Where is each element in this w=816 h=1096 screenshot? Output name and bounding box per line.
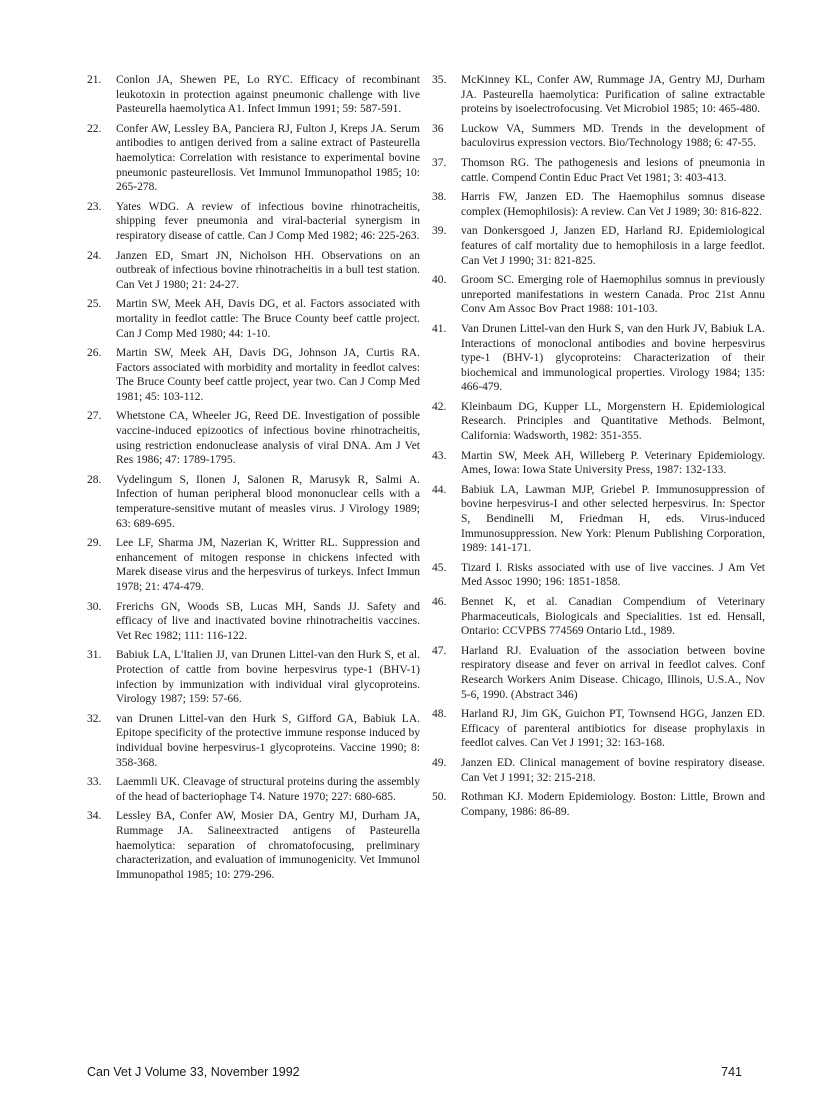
reference-number: 39.: [432, 225, 447, 238]
reference-number: 40.: [432, 274, 447, 287]
reference-number: 44.: [432, 483, 447, 496]
reference-text: Tizard I. Risks associated with use of live vaccines. J Am Vet Med Assoc 1990; 196: 1851-1858.: [461, 561, 765, 589]
reference-text: Rothman KJ. Modern Epidemiology. Boston: Little, Brown and Company, 1986: 86-89.: [461, 791, 765, 818]
reference-text: Bennet K, et al. Canadian Compendium of Veterinary Pharmaceuticals, Biologicals and Specialities. 1st ed. Hensall, Ontario: CCVPBS 774569 Ontario Ltd., 1989.: [461, 596, 765, 638]
reference-item: [87, 297, 420, 341]
reference-text: Martin SW, Meek AH, Davis DG, et al. Factors associated with mortality in feedlot cattle: The Bruce County beef cattle project. Can J Comp Med 1980; 44: 1-10.: [116, 298, 420, 340]
reference-item: [432, 790, 765, 819]
reference-number: 34.: [87, 810, 102, 823]
reference-list-right: [432, 73, 765, 824]
reference-number: 35.: [432, 74, 447, 86]
reference-item: [87, 536, 420, 594]
reference-number: 45.: [432, 561, 447, 574]
reference-text: van Donkersgoed J, Janzen ED, Harland RJ. Epidemiological features of calf mortality due to hemophilosis in a large feedlot. Can Vet J 1990; 31: 821-825.: [461, 225, 765, 267]
reference-item: [87, 712, 420, 770]
reference-number: 29.: [87, 537, 102, 550]
reference-item: [432, 224, 765, 268]
reference-number: 33.: [87, 776, 102, 789]
reference-item: [432, 156, 765, 185]
reference-text: Harris FW, Janzen ED. The Haemophilus somnus disease complex (Hemophilosis): A review. Can Vet J 1989; 30: 816-822.: [461, 191, 765, 218]
reference-number: 47.: [432, 644, 447, 657]
reference-text: Yates WDG. A review of infectious bovine rhinotracheitis, shipping fever pneumonia and viral-bacterial synergism in respiratory disease of cattle. Can J Comp Med 1982; 46: 225-263.: [116, 200, 420, 242]
reference-item: [432, 73, 765, 117]
reference-number: 46.: [432, 596, 447, 608]
reference-number: 50.: [432, 791, 447, 804]
reference-item: [432, 756, 765, 785]
reference-text: Janzen ED. Clinical management of bovine respiratory disease. Can Vet J 1991; 32: 215-218.: [461, 756, 765, 784]
reference-number: 28.: [87, 473, 102, 486]
reference-number: 42.: [432, 400, 447, 413]
reference-item: [432, 322, 765, 395]
reference-item: [432, 561, 765, 590]
reference-text: Vydelingum S, Ilonen J, Salonen R, Marusyk R, Salmi A. Infection of human peripheral blood mononuclear cells with a temperature-sensitive mutant of measles virus. J Virology 1989; 63: 689-695.: [116, 473, 420, 530]
page-number: 741: [721, 1065, 742, 1079]
reference-text: Lee LF, Sharma JM, Nazerian K, Writter RL. Suppression and enhancement of mitogen response in chickens infected with Marek disease virus and the herpesvirus of turkeys. Infect Immun 1978; 21: 474-479.: [116, 537, 420, 593]
reference-number: 27.: [87, 410, 102, 423]
reference-item: [87, 775, 420, 804]
reference-item: [87, 122, 420, 195]
reference-text: Babiuk LA, L'Italien JJ, van Drunen Littel-van den Hurk S, et al. Protection of cattle from bovine herpesvirus type-1 (BHV-1) infection by immunization with individual viral glycoproteins. Virology 1987; 159: 57-66.: [116, 649, 420, 706]
reference-item: [87, 409, 420, 467]
reference-item: [432, 400, 765, 444]
reference-item: [87, 249, 420, 293]
reference-number: 48.: [432, 708, 447, 721]
reference-number: 22.: [87, 122, 102, 135]
reference-text: Harland RJ. Evaluation of the association between bovine respiratory disease and fever on arrival in feedlot calves. Conf Research Workers Anim Disease. Chicago, Illinois, U.S.A., Nov 5-6, 1990. (Abstract 346): [461, 644, 765, 701]
reference-item: [87, 600, 420, 644]
reference-item: [432, 122, 765, 151]
reference-item: [87, 648, 420, 706]
reference-number: 37.: [432, 156, 447, 169]
reference-item: [432, 273, 765, 317]
reference-number: 26.: [87, 347, 102, 360]
reference-text: Harland RJ, Jim GK, Guichon PT, Townsend HGG, Janzen ED. Efficacy of parenteral antibiotics for disease prophylaxis in feedlot calves. Can Vet J 1991; 32: 163-168.: [461, 708, 765, 750]
reference-text: van Drunen Littel-van den Hurk S, Gifford GA, Babiuk LA. Epitope specificity of the protective immune response induced by individual bovine herpesvirus-1 glycoproteins. Vaccine 1990; 8: 358-368.: [116, 712, 420, 769]
reference-text: Thomson RG. The pathogenesis and lesions of pneumonia in cattle. Compend Contin Educ Pract Vet 1981; 3: 403-413.: [461, 156, 765, 184]
reference-item: [87, 73, 420, 117]
reference-number: 25.: [87, 298, 102, 311]
reference-text: Groom SC. Emerging role of Haemophilus somnus in previously unreported manifestations in western Canada. Proc 21st Annu Conv Am Assoc Bov Pract 1988: 101-103.: [461, 274, 765, 316]
journal-citation: Can Vet J Volume 33, November 1992: [87, 1065, 300, 1079]
reference-item: [87, 473, 420, 531]
reference-item: [432, 707, 765, 751]
reference-text: Martin SW, Meek AH, Willeberg P. Veterinary Epidemiology. Ames, Iowa: Iowa State University Press, 1987: 132-133.: [461, 449, 765, 477]
reference-text: Janzen ED, Smart JN, Nicholson HH. Observations on an outbreak of infectious bovine rhinotracheitis in a bull test station. Can Vet J 1980; 21: 24-27.: [116, 249, 420, 291]
reference-text: Martin SW, Meek AH, Davis DG, Johnson JA, Curtis RA. Factors associated with morbidity and mortality in feedlot calves: The Bruce County beef cattle project, year two. Can J Comp Med 1981; 45: 103-112.: [116, 347, 420, 403]
reference-text: Conlon JA, Shewen PE, Lo RYC. Efficacy of recombinant leukotoxin in protection against pneumonic challenge with live Pasteurella haemolytica A1. Infect Immun 1991; 59: 587-591.: [116, 74, 420, 116]
reference-item: [432, 190, 765, 219]
reference-number: 41.: [432, 322, 447, 335]
reference-number: 23.: [87, 200, 102, 213]
reference-item: [87, 346, 420, 404]
reference-number: 36: [432, 122, 444, 135]
reference-text: Confer AW, Lessley BA, Panciera RJ, Fulton J, Kreps JA. Serum antibodies to antigen derived from a saline extract of Pasteurella haemolytica: Correlation with resistance to experimental bovine pneumonic pasteurellosis. Vet Immunol Immunopathol 1985; 10: 265-278.: [116, 122, 420, 194]
reference-item: [432, 644, 765, 702]
reference-text: Frerichs GN, Woods SB, Lucas MH, Sands JJ. Safety and efficacy of live and inactivated bovine rhinotracheitis vaccines. Vet Rec 1982; 111: 116-122.: [116, 600, 420, 642]
reference-item: [87, 809, 420, 882]
reference-number: 21.: [87, 74, 102, 86]
reference-item: [432, 483, 765, 556]
reference-text: Lessley BA, Confer AW, Mosier DA, Gentry MJ, Durham JA, Rummage JA. Salineextracted antigens of Pasteurella haemolytica: separation of chromatofocusing, preliminary characterization, and evaluation of immunogenicity. Vet Immunol Immunopathol 1985; 10: 279-296.: [116, 810, 420, 881]
reference-number: 49.: [432, 756, 447, 769]
reference-text: Laemmli UK. Cleavage of structural proteins during the assembly of the head of bacteriophage T4. Nature 1970; 227: 680-685.: [116, 776, 420, 803]
reference-number: 43.: [432, 449, 447, 462]
reference-number: 32.: [87, 712, 102, 725]
reference-number: 38.: [432, 191, 447, 204]
reference-number: 30.: [87, 600, 102, 613]
reference-item: [87, 200, 420, 244]
reference-item: [432, 595, 765, 639]
reference-list-left: [87, 73, 420, 887]
reference-text: Babiuk LA, Lawman MJP, Griebel P. Immunosuppression of bovine herpesvirus-I and other selected herpesvirus. In: Spector S, Bendinelli M, Friedman H, eds. Virus-induced Immunosuppression. New York: Plenum Publishing Corporation, 1989: 141-171.: [461, 483, 765, 555]
reference-item: [432, 449, 765, 478]
reference-number: 24.: [87, 249, 102, 262]
reference-text: Kleinbaum DG, Kupper LL, Morgenstern H. Epidemiological Research. Principles and Quantitative Methods. Belmont, California: Wadsworth, 1982: 351-355.: [461, 400, 765, 443]
reference-text: Whetstone CA, Wheeler JG, Reed DE. Investigation of possible vaccine-induced epizootics of infectious bovine rhinotracheitis, using restriction endonuclease analysis of viral DNA. Am J Vet Res 1986; 47: 1789-1795.: [116, 410, 420, 467]
reference-number: 31.: [87, 649, 102, 662]
reference-text: Van Drunen Littel-van den Hurk S, van den Hurk JV, Babiuk LA. Interactions of monoclonal antibodies and bovine herpesvirus type-1 (BHV-1) glycoproteins: Characterization of their biochemical and immunological properties. Virology 1984; 135: 466-479.: [461, 322, 765, 394]
reference-text: Luckow VA, Summers MD. Trends in the development of baculovirus expression vectors. Bio/Technology 1988; 6: 47-55.: [461, 122, 765, 150]
reference-text: McKinney KL, Confer AW, Rummage JA, Gentry MJ, Durham JA. Pasteurella haemolytica: Purification of saline extractable proteins by isoelectrofocusing. Vet Microbiol 1985; 10: 465-480.: [461, 74, 765, 116]
